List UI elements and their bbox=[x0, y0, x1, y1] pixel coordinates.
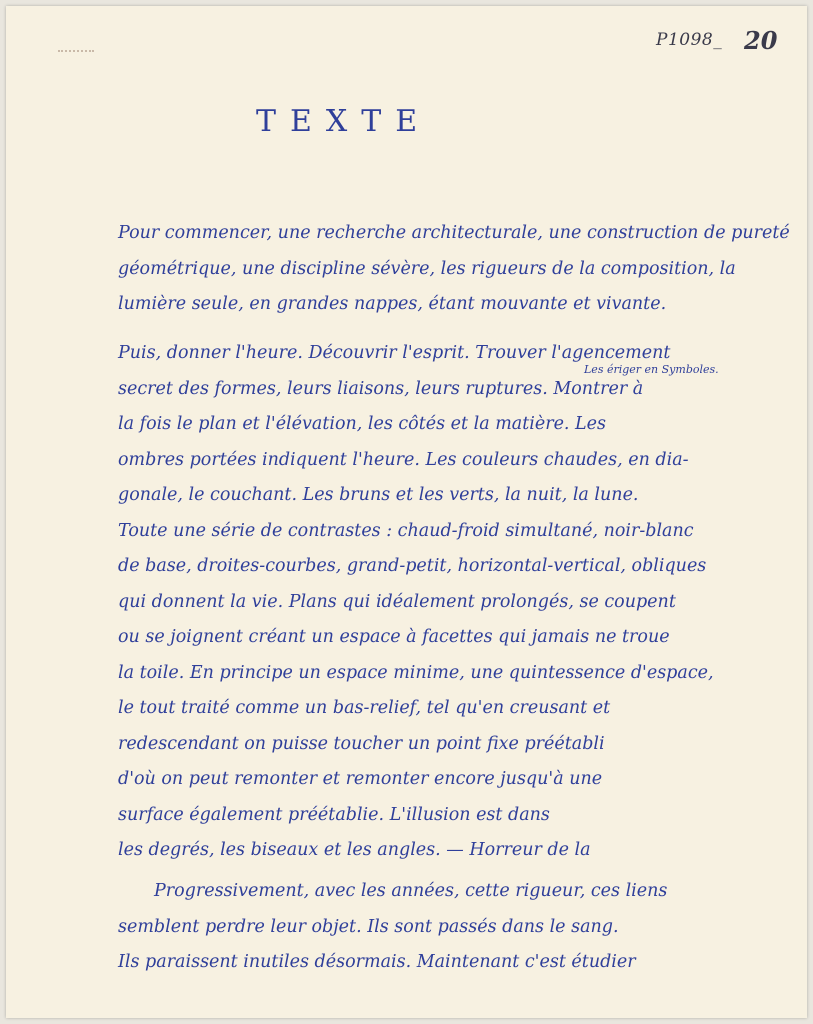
page-title: TEXTE bbox=[256, 104, 432, 139]
text-line: semblent perdre leur objet. Ils sont passés dans le sang. bbox=[118, 916, 619, 937]
page-number: 20 bbox=[744, 26, 778, 55]
text-line: gonale, le couchant. Les bruns et les verts, la nuit, la lune. bbox=[118, 485, 639, 505]
text-line: Toute une série de contrastes : chaud-froid simultané, noir-blanc bbox=[118, 520, 694, 541]
text-line: d'où on peut remonter et remonter encore jusqu'à une bbox=[118, 769, 603, 789]
text-line: Puis, donner l'heure. Découvrir l'esprit. Trouver l'agencement bbox=[118, 343, 671, 363]
manuscript-page bbox=[6, 6, 807, 1018]
paragraph-2 bbox=[118, 336, 798, 869]
text-line: qui donnent la vie. Plans qui idéalement prolongés, se coupent bbox=[118, 591, 676, 612]
text-line: les degrés, les biseaux et les angles. — Horreur de la bbox=[118, 840, 591, 860]
text-line: ombres portées indiquent l'heure. Les couleurs chaudes, en dia- bbox=[118, 449, 689, 470]
text-line: Pour commencer, une recherche architecturale, une construction de pureté bbox=[118, 223, 790, 243]
text-line: surface également préétablie. L'illusion est dans bbox=[118, 804, 550, 825]
text-line: la fois le plan et l'élévation, les côtés et la matière. Les bbox=[118, 414, 607, 434]
text-line: secret des formes, leurs liaisons, leurs ruptures. Montrer à bbox=[118, 378, 644, 399]
text-line: géométrique, une discipline sévère, les rigueurs de la composition, la bbox=[118, 258, 736, 279]
perforation-marks bbox=[58, 50, 94, 54]
archive-reference: P1098_ bbox=[656, 30, 723, 50]
text-line: ou se joignent créant un espace à facettes qui jamais ne troue bbox=[118, 627, 670, 647]
text-line: Progressivement, avec les années, cette rigueur, ces liens bbox=[154, 881, 668, 901]
text-line: la toile. En principe un espace minime, une quintessence d'espace, bbox=[118, 662, 714, 683]
text-line: de base, droites-courbes, grand-petit, horizontal-vertical, obliques bbox=[118, 556, 707, 576]
text-line: redescendant on puisse toucher un point fixe préétabli bbox=[118, 733, 605, 754]
text-line: lumière seule, en grandes nappes, étant mouvante et vivante. bbox=[118, 294, 667, 314]
paragraph-1 bbox=[118, 216, 798, 323]
text-line: Ils paraissent inutiles désormais. Maintenant c'est étudier bbox=[118, 952, 636, 972]
paragraph-3 bbox=[118, 874, 798, 981]
margin-insertion: Les ériger en Symboles. bbox=[584, 363, 719, 376]
text-line: le tout traité comme un bas-relief, tel qu'en creusant et bbox=[118, 698, 611, 718]
